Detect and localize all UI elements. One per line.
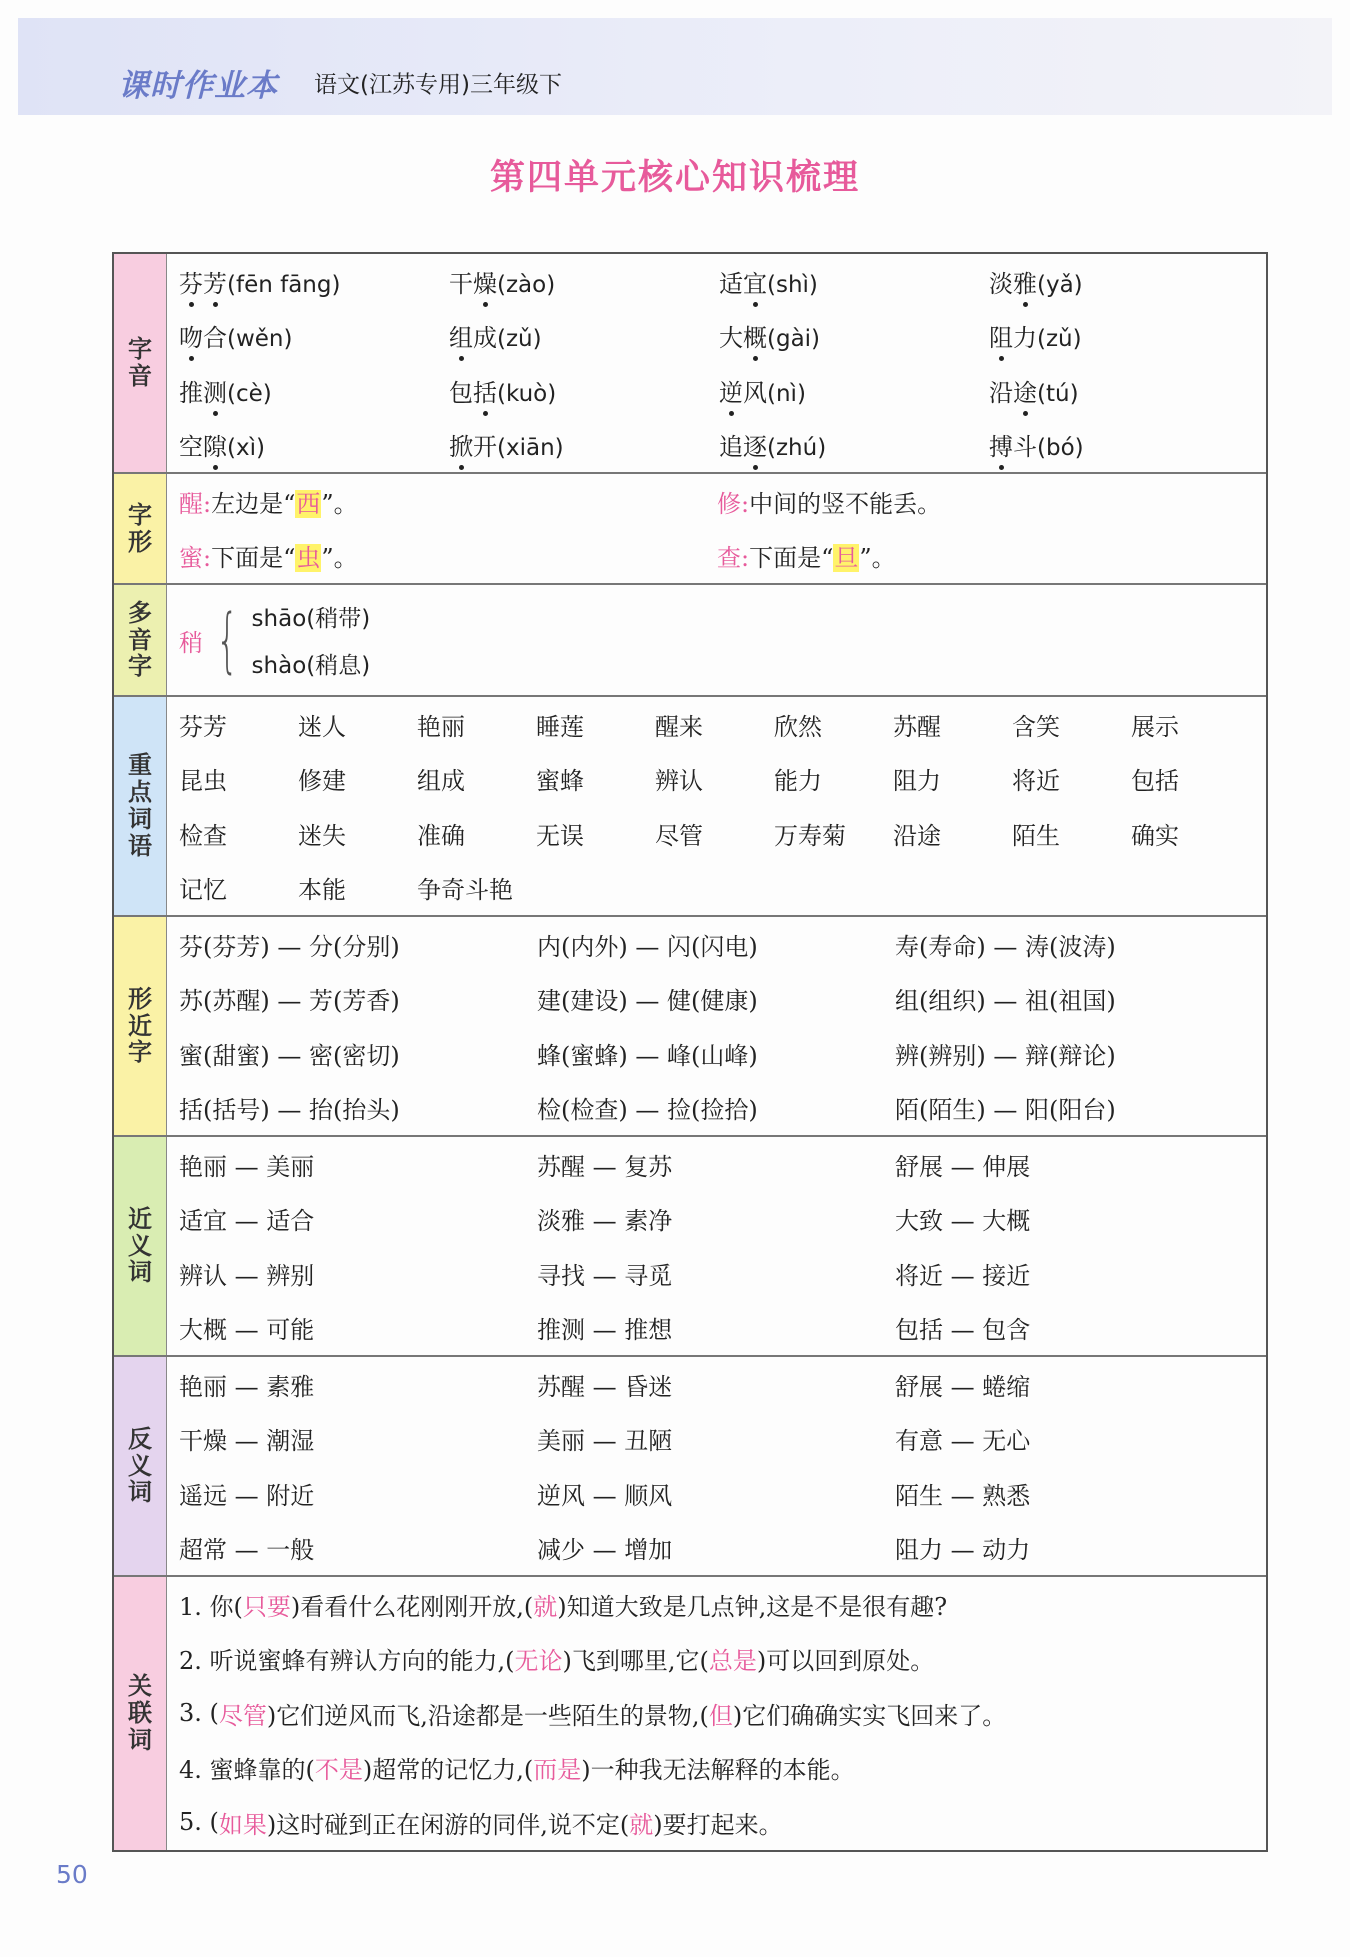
jinyi-item: 舒展 — 伸展 <box>895 1152 1031 1181</box>
conjunction-sentence <box>179 1632 1266 1687</box>
pinyin-item <box>449 318 719 353</box>
label-char: 反 <box>128 1424 152 1453</box>
char: 成 <box>473 324 497 353</box>
pinyin-item <box>719 373 989 408</box>
pinyin-word <box>719 379 767 407</box>
vocab-word: 尽管 <box>655 821 703 850</box>
fanyi-row <box>179 1521 1266 1576</box>
char: 隙 <box>203 433 227 462</box>
section-label <box>114 1137 167 1355</box>
sentence-text: )它们逆风而飞,沿途都是一些陌生的景物,( <box>266 1701 709 1730</box>
pinyin-item <box>989 264 1259 299</box>
section-label <box>114 254 167 472</box>
pinyin: (wěn) <box>227 326 293 353</box>
sentence-text: )看看什么花刚刚开放,( <box>290 1592 534 1621</box>
pinyin-item <box>179 264 449 299</box>
label-char: 词 <box>128 805 152 833</box>
char: 包 <box>449 378 473 407</box>
vocab-word: 苏醒 <box>893 712 941 741</box>
char: 括 <box>473 378 497 407</box>
label-char: 关 <box>128 1671 152 1700</box>
pinyin-word <box>719 433 767 461</box>
label-char: 字 <box>128 652 152 681</box>
vocab-word: 组成 <box>417 767 465 796</box>
char: 雅 <box>1013 269 1037 298</box>
fanyi-item: 舒展 — 蜷缩 <box>895 1372 1031 1401</box>
jinyi-row <box>179 1137 1266 1192</box>
page-number: 50 <box>56 1860 88 1889</box>
char: 逆 <box>719 378 743 407</box>
subject-title: 语文(江苏专用)三年级下 <box>314 72 562 98</box>
guanlian-content <box>167 1577 1266 1850</box>
xingjin-row <box>179 1081 1266 1136</box>
vocab-word: 修建 <box>298 767 346 796</box>
vocab-row <box>179 697 1266 752</box>
polyphone-char: 稍 <box>179 628 203 657</box>
conjunction-word: 只要 <box>242 1592 291 1621</box>
conjunction-word: 就 <box>629 1810 654 1839</box>
pinyin-item <box>989 373 1259 408</box>
ciyu-content <box>167 697 1266 915</box>
conjunction-word: 不是 <box>314 1756 363 1785</box>
label-char: 字 <box>128 1038 152 1067</box>
pinyin-item <box>989 318 1259 353</box>
pinyin-word <box>449 379 497 407</box>
pinyin: (xì) <box>227 435 265 462</box>
sentence-text: 5. ( <box>179 1808 219 1837</box>
pinyin: (gài) <box>767 326 821 353</box>
page-title: 第四单元核心知识梳理 <box>489 158 860 198</box>
xingjin-row <box>179 917 1266 972</box>
conjunction-word: 如果 <box>218 1810 267 1839</box>
label-char: 义 <box>128 1231 152 1260</box>
glyph-char: 修 <box>717 489 741 518</box>
char: 掀 <box>449 433 473 462</box>
glyph-char: 蜜 <box>179 544 203 573</box>
label-char: 语 <box>128 831 152 860</box>
section-label <box>114 1577 167 1850</box>
section-label <box>114 1357 167 1575</box>
jinyi-item: 适宜 — 适合 <box>179 1207 315 1236</box>
section-label <box>114 917 167 1135</box>
conjunction-word: 总是 <box>708 1647 757 1676</box>
vocab-row <box>179 752 1266 807</box>
char: 芳 <box>203 269 227 298</box>
vocab-word: 芬芳 <box>179 712 227 741</box>
glyph-item <box>179 538 717 573</box>
vocab-word: 辨认 <box>655 767 703 796</box>
polyphone <box>179 585 1266 695</box>
char: 测 <box>203 378 227 407</box>
pinyin-row <box>179 309 1266 364</box>
pinyin-item <box>179 318 449 353</box>
pinyin-item <box>989 427 1259 462</box>
fanyi-content <box>167 1357 1266 1575</box>
xingjin-item: 寿(寿命) — 涛(波涛) <box>895 932 1116 961</box>
jinyi-item: 寻找 — 寻觅 <box>537 1261 673 1290</box>
pinyin-item <box>179 427 449 462</box>
sentence-text: )超常的记忆力,( <box>362 1756 534 1785</box>
conjunction-sentence <box>179 1795 1266 1850</box>
duoyin-content <box>167 585 1266 695</box>
conjunction-sentence <box>179 1741 1266 1796</box>
xingjin-item: 括(括号) — 抬(抬头) <box>179 1096 400 1125</box>
vocab-word: 陌生 <box>1012 821 1060 850</box>
char: 搏 <box>989 433 1013 462</box>
vocab-word: 醒来 <box>655 712 703 741</box>
label-char: 音 <box>128 625 152 654</box>
reading: shāo(稍带) <box>251 606 371 632</box>
conjunction-word: 尽管 <box>218 1701 267 1730</box>
label-char: 形 <box>128 984 152 1013</box>
char: 斗 <box>1013 433 1037 462</box>
vocab-word: 阻力 <box>893 767 941 796</box>
label-char: 联 <box>128 1698 152 1727</box>
xingjin-item: 辨(辨别) — 辩(辩论) <box>895 1041 1116 1070</box>
char: 阻 <box>989 324 1013 353</box>
section-duoyin <box>114 583 1266 695</box>
label-char: 近 <box>128 1204 152 1233</box>
xingjin-item: 组(组织) — 祖(祖国) <box>895 987 1116 1016</box>
xingjin-item: 蜜(甜蜜) — 密(密切) <box>179 1041 400 1070</box>
fanyi-item: 超常 — 一般 <box>179 1536 315 1565</box>
glyph-highlight: 旦 <box>834 544 859 573</box>
conjunction-word: 无论 <box>514 1647 563 1676</box>
label-char: 重 <box>128 751 152 780</box>
fanyi-item: 逆风 — 顺风 <box>537 1481 673 1510</box>
section-zixing <box>114 472 1266 583</box>
pinyin-word <box>989 270 1037 298</box>
vocab-word: 准确 <box>417 821 465 850</box>
conjunction-sentence <box>179 1577 1266 1632</box>
pinyin: (zǔ) <box>497 326 542 353</box>
pinyin: (yǎ) <box>1037 271 1083 298</box>
section-fanyi <box>114 1355 1266 1575</box>
glyph-note: 中间的竖不能丢。 <box>749 489 942 518</box>
glyph-note-end: ”。 <box>859 544 896 573</box>
fanyi-item: 干燥 — 潮湿 <box>179 1427 315 1456</box>
jinyi-item: 大致 — 大概 <box>895 1207 1031 1236</box>
section-ziyin <box>114 254 1266 472</box>
char: 追 <box>719 433 743 462</box>
char: 干 <box>449 269 473 298</box>
char: 宜 <box>743 269 767 298</box>
vocab-word: 本能 <box>298 876 346 905</box>
fanyi-item: 减少 — 增加 <box>537 1536 673 1565</box>
char: 吻 <box>179 324 203 353</box>
label-char: 义 <box>128 1451 152 1480</box>
pinyin-row <box>179 418 1266 473</box>
pinyin-word <box>989 379 1037 407</box>
pinyin: (nì) <box>767 380 806 407</box>
jinyi-item: 包括 — 包含 <box>895 1316 1031 1345</box>
section-guanlian <box>114 1575 1266 1850</box>
glyph-note-end: ”。 <box>321 544 358 573</box>
vocab-word: 万寿菊 <box>774 821 846 850</box>
glyph-item <box>717 484 1255 519</box>
colon: : <box>741 489 750 518</box>
vocab-word: 迷失 <box>298 821 346 850</box>
xingjin-item: 陌(陌生) — 阳(阳台) <box>895 1096 1116 1125</box>
char: 大 <box>719 324 743 353</box>
section-label <box>114 474 167 583</box>
label-char: 形 <box>128 527 152 556</box>
label-char: 词 <box>128 1478 152 1507</box>
jinyi-item: 大概 — 可能 <box>179 1316 315 1345</box>
pinyin: (bó) <box>1037 435 1084 462</box>
pinyin: (cè) <box>227 380 272 407</box>
vocab-word: 包括 <box>1131 767 1179 796</box>
xingjin-row <box>179 1026 1266 1081</box>
glyph-row <box>179 529 1266 584</box>
xingjin-item: 芬(芬芳) — 分(分别) <box>179 932 400 961</box>
pinyin: (kuò) <box>497 380 557 407</box>
vocab-word: 无误 <box>536 821 584 850</box>
pinyin-item <box>719 427 989 462</box>
vocab-word: 确实 <box>1131 821 1179 850</box>
pinyin-word <box>179 379 227 407</box>
pinyin-item <box>449 427 719 462</box>
readings <box>252 600 371 680</box>
char: 燥 <box>473 269 497 298</box>
conjunction-sentence <box>179 1686 1266 1741</box>
pinyin-row <box>179 254 1266 309</box>
pinyin-item <box>449 264 719 299</box>
char: 逐 <box>743 433 767 462</box>
vocab-word: 艳丽 <box>417 712 465 741</box>
vocab-word: 能力 <box>774 767 822 796</box>
pinyin-word <box>449 270 497 298</box>
char: 途 <box>1013 378 1037 407</box>
pinyin-word <box>179 433 227 461</box>
fanyi-item: 阻力 — 动力 <box>895 1536 1031 1565</box>
jinyi-item: 将近 — 接近 <box>895 1261 1031 1290</box>
vocab-word: 蜜蜂 <box>536 767 584 796</box>
char: 风 <box>743 378 767 407</box>
section-label <box>114 697 167 915</box>
fanyi-item: 苏醒 — 昏迷 <box>537 1372 673 1401</box>
char: 推 <box>179 378 203 407</box>
jinyi-row <box>179 1192 1266 1247</box>
xingjin-row <box>179 972 1266 1027</box>
fanyi-item: 遥远 — 附近 <box>179 1481 315 1510</box>
knowledge-table <box>112 252 1268 1852</box>
pinyin: (tú) <box>1037 380 1079 407</box>
char: 适 <box>719 269 743 298</box>
glyph-note: 下面是“ <box>211 544 296 573</box>
char: 组 <box>449 324 473 353</box>
glyph-highlight: 西 <box>296 489 321 518</box>
char: 空 <box>179 433 203 462</box>
sentence-text: )它们确确实实飞回来了。 <box>732 1701 1007 1730</box>
vocab-word: 展示 <box>1131 712 1179 741</box>
jinyi-row <box>179 1246 1266 1301</box>
glyph-item <box>179 484 717 519</box>
label-char: 字 <box>128 500 152 529</box>
pinyin: (shì) <box>767 271 818 298</box>
char: 沿 <box>989 378 1013 407</box>
jinyi-row <box>179 1301 1266 1356</box>
vocab-row <box>179 806 1266 861</box>
glyph-note: 下面是“ <box>749 544 834 573</box>
vocab-word: 检查 <box>179 821 227 850</box>
xingjin-item: 内(内外) — 闪(闪电) <box>537 932 758 961</box>
glyph-note-end: ”。 <box>321 489 358 518</box>
section-ciyu <box>114 695 1266 915</box>
xingjin-item: 建(建设) — 健(健康) <box>537 987 758 1016</box>
xingjin-item: 苏(苏醒) — 芳(芳香) <box>179 987 400 1016</box>
label-char: 多 <box>128 598 152 627</box>
char: 芬 <box>179 269 203 298</box>
jinyi-item: 艳丽 — 美丽 <box>179 1152 315 1181</box>
fanyi-item: 有意 — 无心 <box>895 1427 1031 1456</box>
fanyi-item: 陌生 — 熟悉 <box>895 1481 1031 1510</box>
sentence-text: 3. ( <box>179 1699 219 1728</box>
colon: : <box>203 489 212 518</box>
pinyin: (xiān) <box>497 435 564 462</box>
pinyin-row <box>179 363 1266 418</box>
pinyin: (zhú) <box>767 435 827 462</box>
sentence-text: 4. 蜜蜂靠的( <box>179 1756 315 1785</box>
fanyi-item: 美丽 — 丑陋 <box>537 1427 673 1456</box>
sentence-text: )要打起来。 <box>653 1810 783 1839</box>
char: 开 <box>473 433 497 462</box>
char: 概 <box>743 324 767 353</box>
char: 力 <box>1013 324 1037 353</box>
conjunction-word: 就 <box>533 1592 558 1621</box>
ziyin-content <box>167 254 1266 472</box>
zixing-content <box>167 474 1266 583</box>
brand-title: 课时作业本 <box>118 68 278 104</box>
jinyi-item: 淡雅 — 素净 <box>537 1207 673 1236</box>
glyph-char: 查 <box>717 544 741 573</box>
vocab-word: 含笑 <box>1012 712 1060 741</box>
vocab-word: 迷人 <box>298 712 346 741</box>
section-jinyi <box>114 1135 1266 1355</box>
fanyi-row <box>179 1412 1266 1467</box>
glyph-char: 醒 <box>179 489 203 518</box>
glyph-row <box>179 474 1266 529</box>
pinyin-word <box>989 324 1037 352</box>
sentence-text: )这时碰到正在闲游的同伴,说不定( <box>266 1810 630 1839</box>
pinyin-word <box>719 270 767 298</box>
pinyin-item <box>449 373 719 408</box>
label-char: 近 <box>128 1011 152 1040</box>
pinyin: (fēn fāng) <box>227 271 341 298</box>
pinyin-word <box>179 270 227 298</box>
glyph-highlight: 虫 <box>296 544 321 573</box>
sentence-text: )飞到哪里,它( <box>562 1647 709 1676</box>
pinyin-item <box>719 264 989 299</box>
vocab-word: 将近 <box>1012 767 1060 796</box>
section-label <box>114 585 167 695</box>
pinyin-word <box>179 324 227 352</box>
vocab-word: 沿途 <box>893 821 941 850</box>
pinyin: (zǔ) <box>1037 326 1082 353</box>
label-char: 音 <box>128 362 152 390</box>
glyph-note: 左边是“ <box>211 489 296 518</box>
label-char: 词 <box>128 1725 152 1754</box>
colon: : <box>741 544 750 573</box>
sentence-text: 1. 你( <box>179 1592 243 1621</box>
xingjin-item: 蜂(蜜蜂) — 峰(山峰) <box>537 1041 758 1070</box>
jinyi-item: 辨认 — 辨别 <box>179 1261 315 1290</box>
vocab-word: 欣然 <box>774 712 822 741</box>
colon: : <box>203 544 212 573</box>
vocab-word: 记忆 <box>179 876 227 905</box>
pinyin-word <box>449 433 497 461</box>
fanyi-item: 艳丽 — 素雅 <box>179 1372 315 1401</box>
label-char: 词 <box>128 1258 152 1287</box>
pinyin: (zào) <box>497 271 556 298</box>
sentence-text: 2. 听说蜜蜂有辨认方向的能力,( <box>179 1647 515 1676</box>
glyph-item <box>717 538 1255 573</box>
jinyi-content <box>167 1137 1266 1355</box>
sentence-text: )可以回到原处。 <box>756 1647 935 1676</box>
pinyin-word <box>719 324 767 352</box>
vocab-word: 昆虫 <box>179 767 227 796</box>
section-xingjin <box>114 915 1266 1135</box>
reading: shào(稍息) <box>251 653 371 679</box>
pinyin-item <box>179 373 449 408</box>
char: 合 <box>203 324 227 353</box>
vocab-row <box>179 861 1266 916</box>
char: 淡 <box>989 269 1013 298</box>
xingjin-content <box>167 917 1266 1135</box>
fanyi-row <box>179 1357 1266 1412</box>
jinyi-item: 苏醒 — 复苏 <box>537 1152 673 1181</box>
label-char: 点 <box>128 778 152 807</box>
jinyi-item: 推测 — 推想 <box>537 1316 673 1345</box>
pinyin-word <box>449 324 497 352</box>
sentence-text: )一种我无法解释的本能。 <box>581 1756 855 1785</box>
fanyi-row <box>179 1466 1266 1521</box>
vocab-word: 争奇斗艳 <box>417 876 513 905</box>
conjunction-word: 而是 <box>533 1756 582 1785</box>
sentence-text: )知道大致是几点钟,这是不是很有趣? <box>557 1592 948 1621</box>
brace-icon: { <box>216 599 239 681</box>
vocab-word: 睡莲 <box>536 712 584 741</box>
xingjin-item: 检(检查) — 捡(捡拾) <box>537 1096 758 1125</box>
label-char: 字 <box>128 335 152 364</box>
pinyin-word <box>989 433 1037 461</box>
conjunction-word: 但 <box>708 1701 733 1730</box>
pinyin-item <box>719 318 989 353</box>
